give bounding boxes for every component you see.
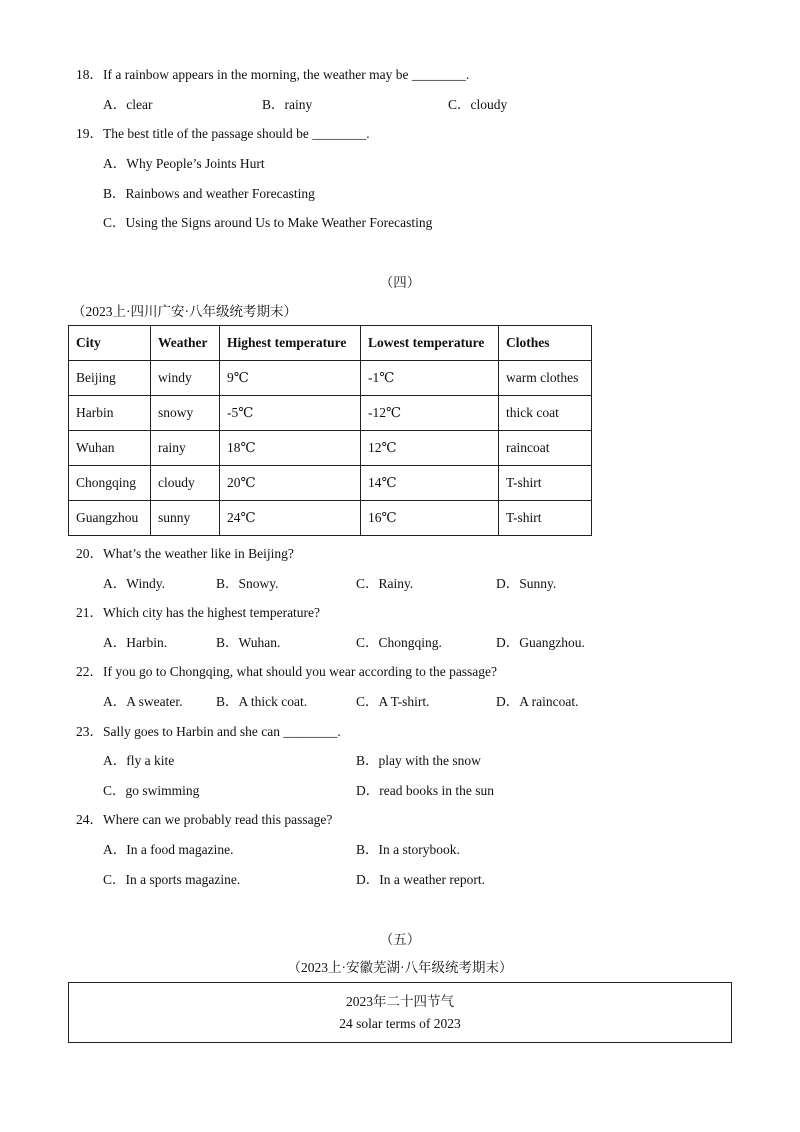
q22-option-c: C．A T-shirt. <box>356 694 430 709</box>
q22-option-d: D．A raincoat. <box>496 694 579 709</box>
cell-clothes: raincoat <box>499 431 592 466</box>
q20-option-a: A．Windy. <box>103 576 165 591</box>
q24-option-b: B．In a storybook. <box>356 842 460 857</box>
q24-option-c: C．In a sports magazine. <box>103 872 241 887</box>
q18-option-c: C．cloudy <box>448 97 508 112</box>
question-22-stem: 22．If you go to Chongqing, what should you wear according to the passage? <box>76 664 498 679</box>
q19-option-a: A．Why People’s Joints Hurt <box>103 156 265 171</box>
cell-city: Guangzhou <box>69 501 151 536</box>
cell-city: Chongqing <box>69 466 151 501</box>
section-4-heading: （四） <box>379 275 421 290</box>
question-23-stem: 23．Sally goes to Harbin and she can ________. <box>76 724 341 739</box>
table-row <box>69 501 592 536</box>
q23-option-a: A．fly a kite <box>103 753 175 768</box>
header-highest: Highest temperature <box>220 326 361 361</box>
q23-option-d: D．read books in the sun <box>356 783 494 798</box>
cell-highest: -5℃ <box>220 396 361 431</box>
header-weather: Weather <box>151 326 220 361</box>
cell-city: Wuhan <box>69 431 151 466</box>
cell-clothes: warm clothes <box>499 361 592 396</box>
cell-clothes: T-shirt <box>499 466 592 501</box>
cell-lowest: 16℃ <box>361 501 499 536</box>
q20-option-b: B．Snowy. <box>216 576 279 591</box>
q22-option-b: B．A thick coat. <box>216 694 308 709</box>
q19-option-b: B．Rainbows and weather Forecasting <box>103 186 315 201</box>
q21-option-c: C．Chongqing. <box>356 635 442 650</box>
question-24-stem: 24．Where can we probably read this passage? <box>76 812 333 827</box>
cell-weather: windy <box>151 361 220 396</box>
table-row <box>69 396 592 431</box>
q23-option-c: C．go swimming <box>103 783 200 798</box>
weather-table <box>68 325 592 536</box>
q20-option-c: C．Rainy. <box>356 576 414 591</box>
cell-lowest: -1℃ <box>361 361 499 396</box>
q20-option-d: D．Sunny. <box>496 576 557 591</box>
cell-clothes: T-shirt <box>499 501 592 536</box>
cell-weather: snowy <box>151 396 220 431</box>
cell-lowest: -12℃ <box>361 396 499 431</box>
table-row <box>69 466 592 501</box>
question-20-stem: 20．What’s the weather like in Beijing? <box>76 546 294 561</box>
cell-lowest: 14℃ <box>361 466 499 501</box>
cell-highest: 24℃ <box>220 501 361 536</box>
cell-highest: 20℃ <box>220 466 361 501</box>
question-19-stem: 19．The best title of the passage should be ________. <box>76 126 370 141</box>
cell-weather: rainy <box>151 431 220 466</box>
section-5-source: （2023上·安徽芜湖·八年级统考期末） <box>287 960 513 975</box>
cell-weather: cloudy <box>151 466 220 501</box>
table-row <box>69 431 592 466</box>
q24-option-a: A．In a food magazine. <box>103 842 234 857</box>
q21-option-a: A．Harbin. <box>103 635 168 650</box>
table-header-row <box>69 326 592 361</box>
question-21-stem: 21．Which city has the highest temperature? <box>76 605 321 620</box>
cell-highest: 18℃ <box>220 431 361 466</box>
q21-option-d: D．Guangzhou. <box>496 635 585 650</box>
q23-option-b: B．play with the snow <box>356 753 481 768</box>
header-lowest: Lowest temperature <box>361 326 499 361</box>
section-5-heading: （五） <box>379 932 421 947</box>
cell-lowest: 12℃ <box>361 431 499 466</box>
q22-option-a: A．A sweater. <box>103 694 183 709</box>
header-city: City <box>69 326 151 361</box>
q21-option-b: B．Wuhan. <box>216 635 281 650</box>
cell-city: Beijing <box>69 361 151 396</box>
q18-option-b: B．rainy <box>262 97 313 112</box>
cell-clothes: thick coat <box>499 396 592 431</box>
box-title-chinese: 2023年二十四节气 <box>346 994 454 1009</box>
q18-option-a: A．clear <box>103 97 153 112</box>
section-4-source: （2023上·四川广安·八年级统考期末） <box>72 304 297 319</box>
header-clothes: Clothes <box>499 326 592 361</box>
q24-option-d: D．In a weather report. <box>356 872 485 887</box>
cell-highest: 9℃ <box>220 361 361 396</box>
table-row <box>69 361 592 396</box>
cell-city: Harbin <box>69 396 151 431</box>
cell-weather: sunny <box>151 501 220 536</box>
q19-option-c: C．Using the Signs around Us to Make Weather Forecasting <box>103 215 433 230</box>
box-title-english: 24 solar terms of 2023 <box>339 1016 461 1031</box>
question-18-stem: 18．If a rainbow appears in the morning, the weather may be ________. <box>76 67 470 82</box>
solar-terms-title-box <box>68 982 732 1043</box>
